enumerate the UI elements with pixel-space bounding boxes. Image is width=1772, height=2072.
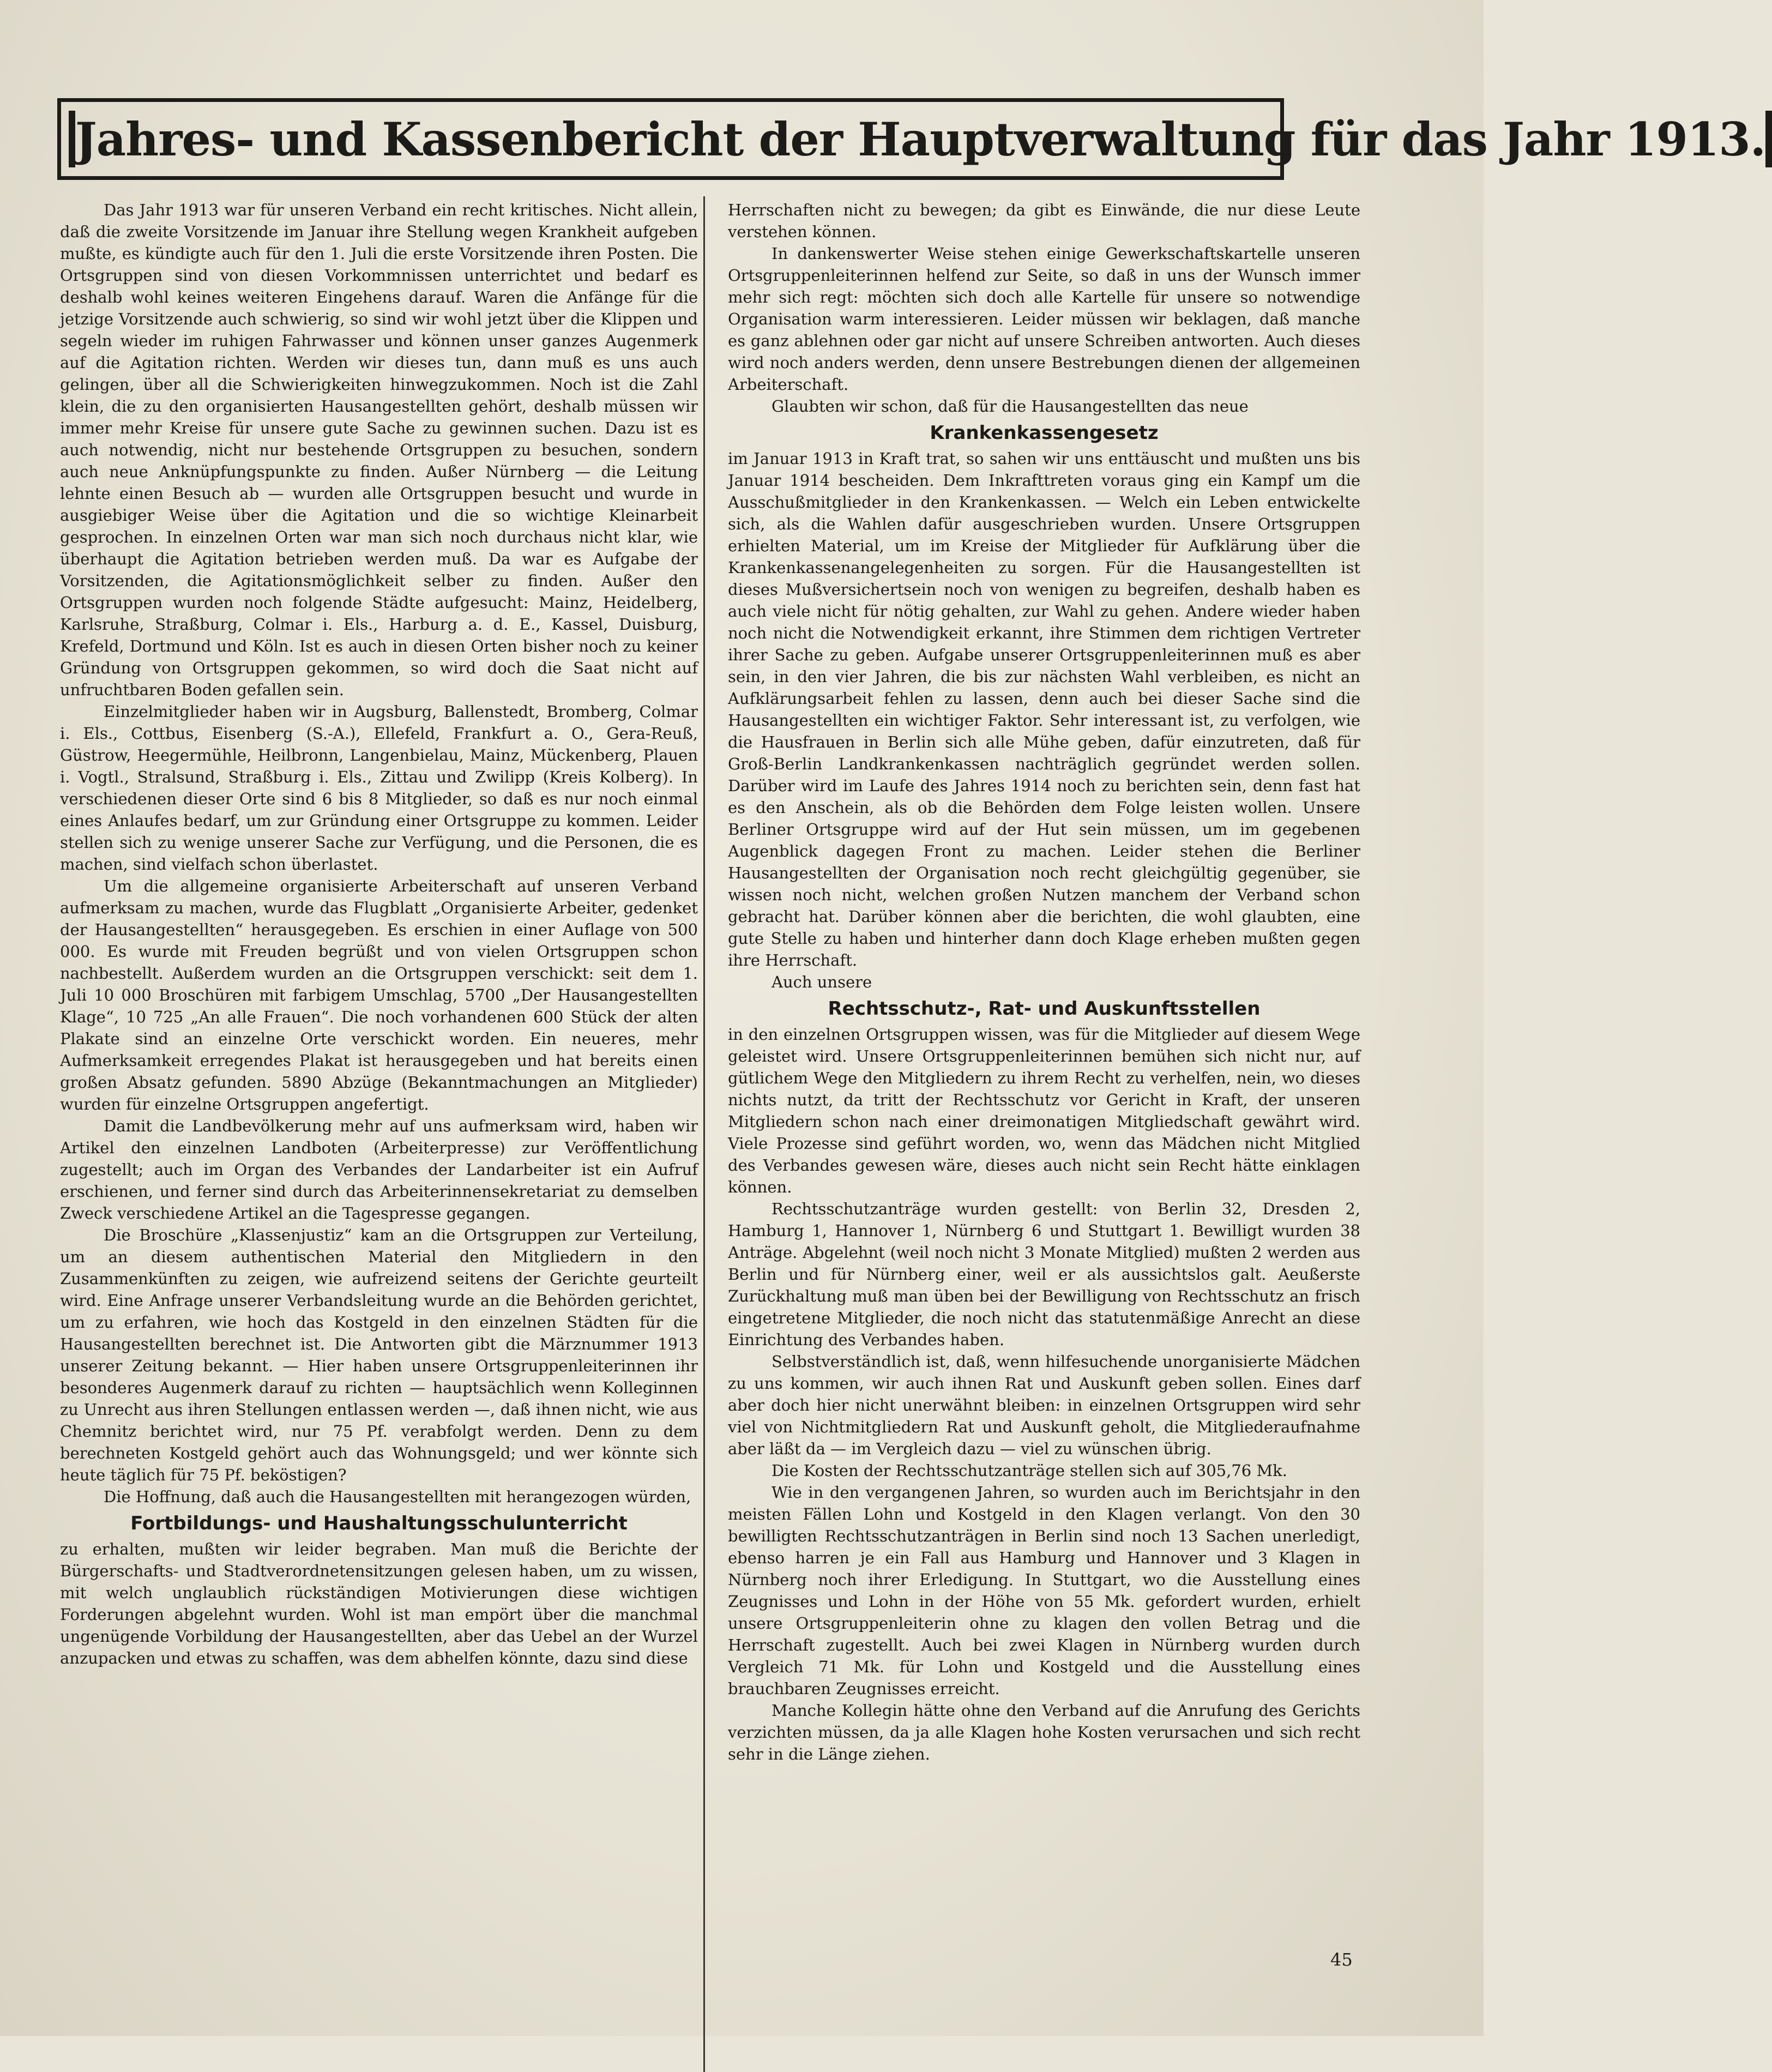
title-ornament-box-left: [69, 111, 75, 167]
page-number: 45: [1330, 1949, 1353, 1970]
paragraph: Das Jahr 1913 war für unseren Verband ein recht kritisches. Nicht allein, daß die zweite Vorsitzende im Januar ihre Stellung wegen Krankheit aufgeben mußte, es kündigte auch für den 1. Juli die erste Vorsitzende ihren Posten. Die Ortsgruppen sind von diesen Vorkommnissen unterrichtet und bedarf es deshalb wohl keines weiteren Eingehens darauf. Waren die Anfänge für die jetzige Vorsitzende auch schwierig, so sind wir wohl jetzt über die Klippen und segeln wieder im ruhigen Fahrwasser und können unser ganzes Augenmerk auf die Agitation richten. Werden wir dieses tun, dann muß es uns auch gelingen, über all die Schwierigkeiten hinwegzukommen. Noch ist die Zahl klein, die zu den organisierten Hausangestellten gehört, deshalb müssen wir immer mehr Kreise für unsere gute Sache zu gewinnen suchen. Dazu ist es auch notwendig, nicht nur bestehende Ortsgruppen zu besuchen, sondern auch neue Anknüpfungspunkte zu finden. Außer Nürnberg — die Leitung lehnte einen Besuch ab — wurden alle Ortsgruppen besucht und wurde in ausgiebiger Weise über die Agitation und die so wichtige Kleinarbeit gesprochen. In einzelnen Orten war man sich noch durchaus nicht klar, wie überhaupt die Agitation betrieben werden muß. Da war es Aufgabe der Vorsitzenden, die Agitationsmöglichkeit selber zu finden. Außer den Ortsgruppen wurden noch folgende Städte aufgesucht: Mainz, Heidelberg, Karlsruhe, Straßburg, Colmar i. Els., Harburg a. d. E., Kassel, Duisburg, Krefeld, Dortmund und Köln. Ist es auch in diesen Orten bisher noch zu keiner Gründung von Ortsgruppen gekommen, so wird doch die Saat nicht auf unfruchtbaren Boden gefallen sein.: [60, 201, 698, 699]
paragraph: Einzelmitglieder haben wir in Augsburg, Ballenstedt, Bromberg, Colmar i. Els., Cottbus, Eisenberg (S.-A.), Ellefeld, Frankfurt a. O., Gera-Reuß, Güstrow, Heegermühle, Heilbronn, Langenbielau, Mainz, Mückenberg, Plauen i. Vogtl., Stralsund, Straßburg i. Els., Zittau und Zwilipp (Kreis Kolberg). In verschiedenen dieser Orte sind 6 bis 8 Mitglieder, so daß es nur noch einmal eines Anlaufes bedarf, um zur Gründung einer Ortsgruppe zu kommen. Leider stellen sich zu wenige unserer Sache zur Verfügung, und die Personen, die es machen, sind vielfach schon überlastet.: [60, 702, 698, 874]
paragraph: Manche Kollegin hätte ohne den Verband auf die Anrufung des Gerichts verzichten müssen, da ja alle Klagen hohe Kosten verursachen und sich recht sehr in die Länge ziehen.: [728, 1701, 1360, 1763]
paragraph: Auch unsere: [772, 973, 872, 991]
paragraph: in den einzelnen Ortsgruppen wissen, was für die Mitglieder auf diesem Wege geleistet wird. Unsere Ortsgruppenleiterinnen bemühen sich nicht nur, auf gütlichem Wege den Mitgliedern zu ihrem Recht zu verhelfen, nein, wo dieses nichts nutzt, da tritt der Rechtsschutz vor Gericht in Kraft, der unseren Mitgliedern schon nach einer dreimonatigen Mitgliedschaft gewährt wird. Viele Prozesse sind geführt worden, wo, wenn das Mädchen nicht Mitglied des Verbandes gewesen wäre, dieses auch nicht sein Recht hätte einklagen können.: [728, 1025, 1360, 1196]
section-heading: Krankenkassengesetz: [930, 422, 1159, 444]
paragraph: Wie in den vergangenen Jahren, so wurden auch im Berichtsjahr in den meisten Fällen Lohn und Kostgeld in den Klagen verlangt. Von den 30 bewilligten Rechtsschutzanträgen in Berlin sind noch 13 Sachen unerledigt, ebenso harren je ein Fall aus Hamburg und Hannover und 3 Klagen in Nürnberg noch ihrer Erledigung. In Stuttgart, wo die Ausstellung eines Zeugnisses und Lohn in der Höhe von 55 Mk. gefordert wurden, erhielt unsere Ortsgruppenleiterin ohne zu klagen den vollen Betrag und die Herrschaft zugestellt. Auch bei zwei Klagen in Nürnberg wurden durch Vergleich 71 Mk. für Lohn und Kostgeld und die Ausstellung eines brauchbaren Zeugnisses erreicht.: [728, 1483, 1360, 1698]
paragraph: Um die allgemeine organisierte Arbeiterschaft auf unseren Verband aufmerksam zu machen, wurde das Flugblatt „Organisierte Arbeiter, gedenket der Hausangestellten“ herausgegeben. Es erschien in einer Auflage von 500 000. Es wurde mit Freuden begrüßt und von vielen Ortsgruppen schon nachbestellt. Außerdem wurden an die Ortsgruppen verschickt: seit dem 1. Juli 10 000 Broschüren mit farbigem Umschlag, 5700 „Der Hausangestellten Klage“, 10 725 „An alle Frauen“. Die noch vorhandenen 600 Stück der alten Plakate sind an einzelne Orte verschickt worden. Ein neueres, mehr Aufmerksamkeit erregendes Plakat ist herausgegeben und hat bereits einen großen Absatz gefunden. 5890 Abzüge (Bekanntmachungen an Mitglieder) wurden für einzelne Ortsgruppen angefertigt.: [60, 877, 698, 1113]
paragraph: Die Hoffnung, daß auch die Hausangestellten mit herangezogen würden,: [104, 1487, 691, 1506]
paragraph: Selbstverständlich ist, daß, wenn hilfesuchende unorganisierte Mädchen zu uns kommen, wir auch ihnen Rat und Auskunft geben sollen. Eines darf aber doch hier nicht unerwähnt bleiben: in einzelnen Ortsgruppen wird sehr viel von Nichtmitgliedern Rat und Auskunft geholt, die Mitgliederaufnahme aber läßt da — im Vergleich dazu — viel zu wünschen übrig.: [728, 1352, 1360, 1458]
paragraph: Herrschaften nicht zu bewegen; da gibt es Einwände, die nur diese Leute verstehen können.: [728, 201, 1360, 241]
title-banner: [57, 98, 1765, 180]
page-title: Jahres- und Kassenbericht der Hauptverwaltung für das Jahr 1913.: [75, 112, 1765, 166]
paragraph: Die Kosten der Rechtsschutzanträge stellen sich auf 305,76 Mk.: [772, 1461, 1287, 1480]
paragraph: im Januar 1913 in Kraft trat, so sahen wir uns enttäuscht und mußten uns bis Januar 1914 bescheiden. Dem Inkrafttreten voraus ging ein Kampf um die Ausschußmitglieder in den Krankenkassen. — Welch ein Leben entwickelte sich, als die Wahlen dafür ausgeschrieben wurden. Unsere Ortsgruppen erhielten Material, um im Kreise der Mitglieder für Aufklärung über die Krankenkassenangelegenheiten zu sorgen. Für die Hausangestellten ist dieses Mußversichertsein noch von wenigen zu begreifen, deshalb haben es auch viele nicht für nötig gehalten, zur Wahl zu gehen. Andere wieder haben noch nicht die Notwendigkeit erkannt, ihre Stimmen dem richtigen Vertreter ihrer Sache zu geben. Aufgabe unserer Ortsgruppenleiterinnen muß es aber sein, in den vier Jahren, die bis zur nächsten Wahl verbleiben, es nicht an Aufklärungsarbeit fehlen zu lassen, denn auch bei dieser Sache sind die Hausangestellten ein wichtiger Faktor. Sehr interessant ist, zu verfolgen, wie die Hausfrauen in Berlin sich alle Mühe geben, dafür einzutreten, daß für Groß-Berlin Landkrankenkassen nachträglich gegründet werden sollen. Darüber wird im Laufe des Jahres 1914 noch zu berichten sein, denn fast hat es den Anschein, als ob die Behörden dem Folge leisten wollen. Unsere Berliner Ortsgruppe wird auf der Hut sein müssen, um im gegebenen Augenblick dagegen Front zu machen. Leider stehen die Berliner Hausangestellten der Organisation noch recht gleichgültig gegenüber, sie wissen noch nicht, welchen großen Nutzen manchem der Verband schon gebracht hat. Darüber können aber die berichten, die wohl glaubten, eine gute Stelle zu haben und hinterher dann doch Klage erheben mußten gegen ihre Herrschaft.: [728, 449, 1360, 969]
column-divider: [703, 196, 705, 2072]
paragraph: Die Broschüre „Klassenjustiz“ kam an die Ortsgruppen zur Verteilung, um an diesem authentischen Material den Mitgliedern in den Zusammenkünften zu zeigen, wie aufreizend seitens der Gerichte geurteilt wird. Eine Anfrage unserer Verbandsleitung wurde an die Behörden gerichtet, um zu erfahren, wie hoch das Kostgeld in den einzelnen Städten für die Hausangestellten berechnet ist. Die Antworten gibt die Märznummer 1913 unserer Zeitung bekannt. — Hier haben unsere Ortsgruppenleiterinnen ihr besonderes Augenmerk darauf zu richten — hauptsächlich wenn Kolleginnen zu Unrecht aus ihren Stellungen entlassen werden —, daß ihnen nicht, wie aus Chemnitz berichtet wird, nur 75 Pf. verabfolgt werden. Denn zu dem berechneten Kostgeld gehört auch das Wohnungsgeld; und wer könnte sich heute täglich für 75 Pf. beköstigen?: [60, 1226, 698, 1484]
paragraph: Rechtsschutzanträge wurden gestellt: von Berlin 32, Dresden 2, Hamburg 1, Hannover 1, Nürnberg 6 und Stuttgart 1. Bewilligt wurden 38 Anträge. Abgelehnt (weil noch nicht 3 Monate Mitglied) mußten 2 werden aus Berlin und für Nürnberg einer, weil er als aussichtslos galt. Aeußerste Zurückhaltung muß man üben bei der Bewilligung von Rechtsschutz an frisch eingetretene Mitglieder, die noch nicht das statutenmäßige Anrecht an diese Einrichtung des Verbandes haben.: [728, 1200, 1360, 1349]
paragraph: zu erhalten, mußten wir leider begraben. Man muß die Berichte der Bürgerschafts- und Stadtverordnetensitzungen gelesen haben, um zu wissen, mit welch unglaublich rückständigen Motivierungen diese wichtigen Forderungen abgelehnt wurden. Wohl ist man empört über die manchmal ungenügende Vorbildung der Hausangestellten, aber das Uebel an der Wurzel anzupacken und etwas zu schaffen, was dem abhelfen könnte, dazu sind diese: [60, 1540, 698, 1667]
right-column: [728, 199, 1360, 1987]
paragraph: Damit die Landbevölkerung mehr auf uns aufmerksam wird, haben wir Artikel den einzelnen Landboten (Arbeiterpresse) zur Veröffentlichung zugestellt; auch im Organ des Verbandes der Landarbeiter ist ein Aufruf erschienen, und ferner sind durch das Arbeiterinnensekretariat zu demselben Zweck verschiedene Artikel an die Tagespresse gegangen.: [60, 1117, 698, 1222]
paragraph: In dankenswerter Weise stehen einige Gewerkschaftskartelle unseren Ortsgruppenleiterinnen helfend zur Seite, so daß in uns der Wunsch immer mehr sich regt: möchten sich doch alle Kartelle für unsere so notwendige Organisation warm interessieren. Leider müssen wir beklagen, daß manche es ganz ablehnen oder gar nicht auf unsere Schreiben antworten. Auch dieses wird noch anders werden, denn unsere Bestrebungen dienen der allgemeinen Arbeiterschaft.: [728, 244, 1360, 394]
section-heading: Fortbildungs- und Haushaltungsschulunterricht: [130, 1513, 628, 1534]
paragraph: Glaubten wir schon, daß für die Hausangestellten das neue: [772, 397, 1249, 415]
title-ornament-box-right: [1765, 111, 1772, 167]
section-heading: Rechtsschutz-, Rat- und Auskunftsstellen: [828, 998, 1261, 1020]
left-column: [60, 199, 698, 1987]
